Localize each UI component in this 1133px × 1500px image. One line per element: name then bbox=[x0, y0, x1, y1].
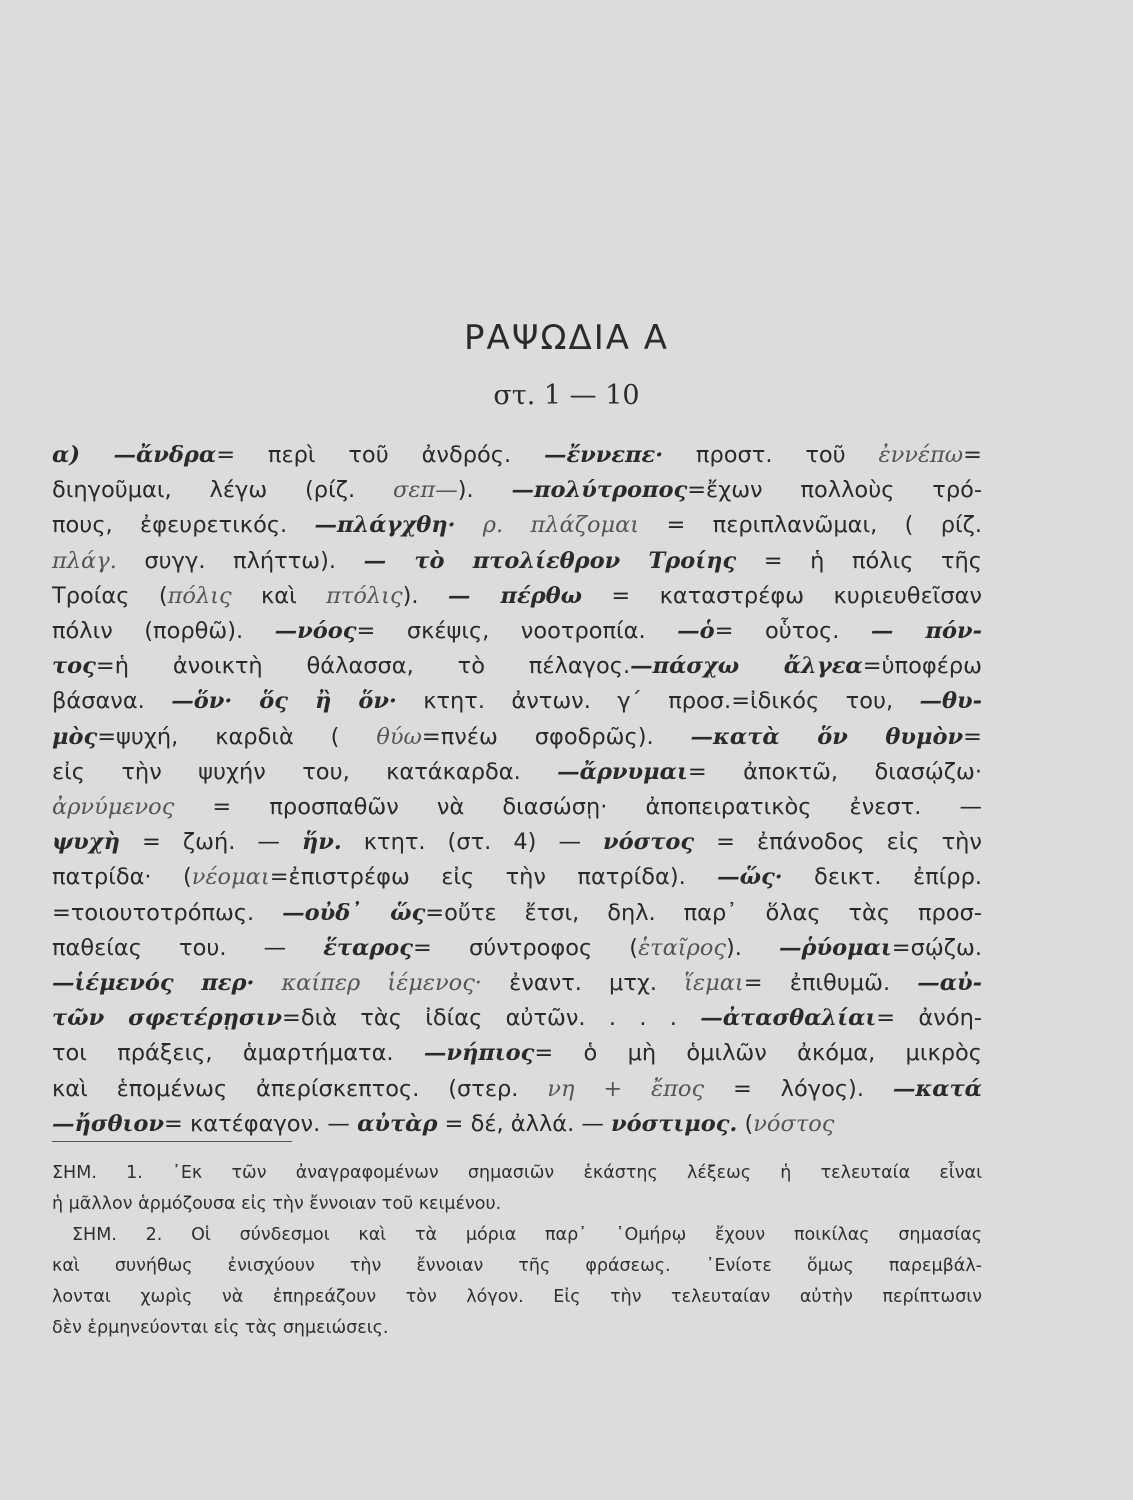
headword: α) —ἄνδρα bbox=[52, 442, 217, 468]
definition-text: = καταστρέφω κυριευθεῖσαν bbox=[582, 582, 982, 609]
etymology-term: νόστος bbox=[753, 1110, 835, 1137]
glossary-text bbox=[52, 438, 982, 1142]
text-line bbox=[52, 438, 982, 473]
headword: —πολύτροπος bbox=[511, 477, 688, 504]
definition-text: πόλιν (πορθῶ). bbox=[52, 618, 275, 645]
headword: —ἄρνυμαι bbox=[557, 758, 688, 785]
definition-text: βάσανα. bbox=[52, 688, 172, 715]
verse-range-subtitle: στ. 1 — 10 bbox=[493, 380, 640, 411]
definition-text: = ἐπάνοδος εἰς τὴν bbox=[694, 829, 982, 856]
headword: —αὐ- bbox=[917, 970, 982, 997]
definition-text: =ἐπιστρέφω εἰς τὴν πατρίδα). bbox=[269, 864, 718, 891]
definition-text: ( bbox=[737, 1110, 754, 1137]
headword: — πόν- bbox=[870, 618, 982, 645]
etymology-term: θύω bbox=[376, 723, 422, 750]
page-title: ΡΑΨΩΔΙΑ Α bbox=[463, 318, 670, 358]
definition-text: = ὁ μὴ ὁμιλῶν ἀκόμα, μικρὸς bbox=[534, 1040, 982, 1067]
etymology-term: ἑταῖρος bbox=[638, 934, 726, 961]
definition-text: = bbox=[963, 442, 983, 468]
headword: — τὸ πτολίεθρον Τροίης bbox=[363, 547, 737, 574]
headword: ἥν. bbox=[301, 829, 342, 856]
text-line bbox=[52, 684, 982, 719]
definition-text: =ἔχων πολλοὺς τρό- bbox=[687, 477, 983, 504]
definition-text: = οὗτος. bbox=[714, 618, 871, 645]
text-line bbox=[52, 579, 982, 614]
headword: νόστος bbox=[602, 829, 695, 856]
definition-text: Τροίας ( bbox=[52, 582, 168, 609]
text-line bbox=[52, 544, 982, 579]
headword: νόστιμος. bbox=[611, 1110, 738, 1137]
text-line bbox=[52, 896, 982, 931]
text-line bbox=[52, 720, 982, 755]
definition-text bbox=[455, 512, 482, 538]
definition-text: συγγ. πλήττω). bbox=[116, 547, 364, 574]
text-line bbox=[52, 825, 982, 860]
definition-text: καὶ ἑπομένως ἀπερίσκεπτος. (στερ. bbox=[52, 1075, 548, 1102]
headword: τῶν σφετέρῃσιν bbox=[52, 1005, 283, 1032]
etymology-term: ρ. πλάζομαι bbox=[482, 512, 640, 539]
definition-text: παθείας του. — bbox=[52, 934, 324, 961]
text-line bbox=[52, 649, 982, 684]
headword: μὸς bbox=[52, 723, 98, 750]
footnote-line: δὲν ἑρμηνεύονται εἰς τὰς σημειώσεις. bbox=[52, 1318, 389, 1338]
definition-text: καὶ bbox=[231, 582, 327, 609]
definition-text: = προσπαθῶν νὰ διασώσῃ· ἀποπειρατικὸς ἐνεστ. — bbox=[174, 794, 982, 821]
definition-text: δεικτ. ἐπίρρ. bbox=[782, 864, 983, 891]
footnote-line: καὶ συνήθως ἐνισχύουν τὴν ἔννοιαν τῆς φράσεως. ᾿Ενίοτε ὅμως παρεμβάλ- bbox=[52, 1256, 982, 1276]
text-line bbox=[52, 1072, 982, 1107]
text-line bbox=[52, 1107, 982, 1142]
definition-text: κτητ. ἀντων. γ΄ προσ.=ἰδικός του, bbox=[396, 688, 920, 715]
definition-text: κτητ. (στ. 4) — bbox=[341, 829, 603, 856]
definition-text: =ψυχή, καρδιὰ ( bbox=[97, 723, 377, 750]
text-line bbox=[52, 755, 982, 790]
definition-text: ). bbox=[402, 582, 448, 609]
headword: —ὥς· bbox=[717, 864, 783, 891]
text-line bbox=[52, 860, 982, 895]
definition-text: =ἡ ἀνοικτὴ θάλασσα, τὸ πέλαγος. bbox=[95, 653, 631, 680]
text-line bbox=[52, 614, 982, 649]
footnotes bbox=[52, 1158, 982, 1344]
definition-text: = ἡ πόλις τῆς bbox=[736, 547, 982, 574]
etymology-term: νέομαι bbox=[191, 864, 270, 891]
headword: —ῥύομαι bbox=[779, 934, 892, 961]
text-line bbox=[52, 508, 982, 543]
text-line bbox=[52, 473, 982, 508]
definition-text: = bbox=[963, 723, 982, 750]
footnote-divider bbox=[52, 1141, 292, 1142]
definition-text: = κατέφαγον. — bbox=[163, 1110, 358, 1137]
headword: ψυχὴ bbox=[52, 829, 120, 856]
definition-text: ). bbox=[457, 477, 512, 504]
definition-text: διηγοῦμαι, λέγω (ρίζ. bbox=[52, 477, 393, 504]
etymology-term: καίπερ ἱέμενος· bbox=[281, 970, 482, 997]
etymology-term: νη + ἔπος bbox=[547, 1075, 705, 1102]
headword: —οὐδ᾽ ὥς bbox=[282, 899, 426, 926]
headword: —κατά bbox=[892, 1075, 982, 1102]
definition-text: =ὑποφέρω bbox=[862, 653, 982, 680]
headword: —κατὰ ὅν θυμὸν bbox=[690, 723, 964, 750]
headword: —ὁ bbox=[677, 618, 715, 645]
headword: —νήπιος bbox=[423, 1040, 535, 1067]
definition-text: προστ. τοῦ bbox=[663, 442, 879, 468]
headword: —θυ- bbox=[919, 688, 982, 715]
headword: τος bbox=[52, 653, 96, 680]
etymology-term: πλάγ. bbox=[52, 547, 117, 574]
definition-text: = ἐπιθυμῶ. bbox=[743, 970, 918, 997]
footnote-line: ΣΗΜ. 1. ᾿Εκ τῶν ἀναγραφομένων σημασιῶν ἑκάστης λέξεως ἡ τελευταία εἶναι bbox=[52, 1163, 982, 1183]
definition-text: =σῴζω. bbox=[891, 934, 982, 961]
etymology-term: ἀρνύμενος bbox=[52, 794, 175, 821]
headword: αὐτὰρ bbox=[357, 1110, 438, 1137]
headword: —νόος bbox=[274, 618, 357, 645]
etymology-term: ἵεμαι bbox=[684, 970, 744, 997]
definition-text: ). bbox=[726, 934, 780, 961]
footnote-line: ἡ μᾶλλον ἁρμόζουσα εἰς τὴν ἔννοιαν τοῦ κειμένου. bbox=[52, 1194, 502, 1214]
definition-text: πους, ἐφευρετικός. bbox=[52, 512, 315, 539]
definition-text: =τοιουτοτρόπως. bbox=[52, 899, 283, 926]
etymology-term: σεπ— bbox=[392, 477, 458, 504]
text-line bbox=[52, 1036, 982, 1071]
definition-text: πατρίδα· ( bbox=[52, 864, 192, 891]
footnote-line: ΣΗΜ. 2. Οἱ σύνδεσμοι καὶ τὰ μόρια παρ᾽ ῾Ομήρῳ ἔχουν ποικίλας σημασίας bbox=[72, 1225, 982, 1245]
definition-text: = ἀποκτῶ, διασῴζω· bbox=[687, 758, 982, 785]
headword: —ἀτασθαλίαι bbox=[700, 1005, 877, 1032]
text-line bbox=[52, 790, 982, 825]
text-line bbox=[52, 966, 982, 1001]
definition-text: εἰς τὴν ψυχήν του, κατάκαρδα. bbox=[52, 758, 558, 785]
definition-text: = λόγος). bbox=[704, 1075, 893, 1102]
definition-text: ἐναντ. μτχ. bbox=[481, 970, 685, 997]
headword: —ὅν· ὅς ἢ ὅν· bbox=[171, 688, 397, 715]
definition-text: = δέ, ἀλλά. — bbox=[437, 1110, 612, 1137]
definition-text: = σύντροφος ( bbox=[413, 934, 639, 961]
headword: —ἤσθιον bbox=[52, 1110, 164, 1137]
text-line bbox=[52, 1001, 982, 1036]
definition-text: = ζωή. — bbox=[119, 829, 302, 856]
headword: —πάσχω ἄλγεα bbox=[630, 653, 863, 680]
definition-text: =οὔτε ἔτσι, δηλ. παρ᾽ ὅλας τὰς προσ- bbox=[425, 899, 982, 926]
text-line bbox=[52, 931, 982, 966]
headword: —ἱέμενός περ· bbox=[52, 970, 255, 997]
definition-text: =διὰ τὰς ἰδίας αὐτῶν. . . . bbox=[282, 1005, 701, 1032]
definition-text: = σκέψις, νοοτροπία. bbox=[356, 618, 678, 645]
etymology-term: πτόλις bbox=[326, 582, 403, 609]
definition-text: =πνέω σφοδρῶς). bbox=[421, 723, 691, 750]
definition-text bbox=[254, 970, 281, 996]
etymology-term: ἐννέπω bbox=[878, 442, 964, 468]
definition-text: = ἀνόη- bbox=[876, 1005, 982, 1032]
definition-text: = περιπλανῶμαι, ( ρίζ. bbox=[639, 512, 983, 539]
headword: —ἔννεπε· bbox=[544, 442, 664, 468]
etymology-term: πόλις bbox=[167, 582, 232, 609]
definition-text: = περὶ τοῦ ἀνδρός. bbox=[216, 442, 544, 468]
headword: — πέρθω bbox=[447, 582, 583, 609]
definition-text: τοι πράξεις, ἁμαρτήματα. bbox=[52, 1040, 424, 1067]
footnote-line: λονται χωρὶς νὰ ἐπηρεάζουν τὸν λόγον. Εἰς τὴν τελευταίαν αὐτὴν περίπτωσιν bbox=[52, 1287, 982, 1307]
headword: —πλάγχθη· bbox=[314, 512, 456, 539]
headword: ἕταρος bbox=[323, 934, 414, 961]
